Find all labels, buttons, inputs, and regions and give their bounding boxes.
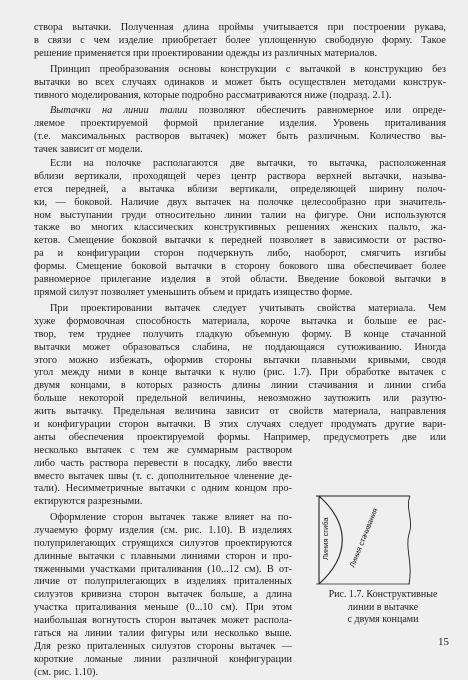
text-line: двумя концами, в которых разность длины линии стачивания и линии сгиба xyxy=(34,380,446,392)
text-line: также во многих классических конструктивных решениях женских пальто, жа- xyxy=(34,222,446,234)
text-line: вытачки может образоваться слабина, не поддающаяся сутюживанию. Иногда xyxy=(34,341,446,353)
paragraph-2 xyxy=(34,64,446,103)
text-line: вблизи вертикали, проходящей через центр раствора верхней вытачки, называ- xyxy=(34,170,446,182)
text-line: Если на полочке располагаются две вытачки, то вытачка, расположенная xyxy=(50,158,446,169)
cut-edge-line xyxy=(408,496,411,584)
text-line: этого можно избежать, оформив стороны вытачки плавными кривыми, сводя xyxy=(34,354,446,366)
text-line: ется передней, а вытачка вблизи вертикали, определяющей ширину полоч- xyxy=(34,183,446,195)
text-line: угол между ними в конце вытачки к нулю (рис. 1.7). При обработке вытачек с xyxy=(34,367,446,379)
text-line: ра и конфигурации сторон подчеркнуть либо, наоборот, смягчить изгибы xyxy=(34,248,446,260)
page-number: 15 xyxy=(438,636,449,648)
text-line: вытачки во всех случаях одинаков и может быть осуществлен методами конструк- xyxy=(34,76,446,88)
text-line: ном выступании груди относительно линии талии на фигуре. Они используются xyxy=(34,209,446,221)
text-line: прямой силуэт позволяет уменьшить объем и придать изящество форме. xyxy=(34,286,353,298)
text-line: лучаемую форму изделия (см. рис. 1.10). В изделиях xyxy=(34,524,292,536)
text-run: позволяют обеспечить равномерное или опреде- xyxy=(187,105,446,116)
text-line: формы. Смещение боковой вытачки в сторону бокового шва обеспечивает более xyxy=(34,261,446,273)
figure-caption xyxy=(308,589,458,627)
caption-line: Рис. 1.7. Конструктивные xyxy=(328,589,438,600)
italic-term: Вытачки на линии талии xyxy=(50,105,188,116)
paragraph-1 xyxy=(34,22,446,61)
text-line: твор, тем труднее получить гладкую объемную форму. В конце стачанной xyxy=(34,328,446,340)
text-line: ектируются разрезными. xyxy=(34,496,143,508)
paragraph-5 xyxy=(34,303,446,509)
text-line: Для резко приталенных силуэтов стороны вытачек — xyxy=(34,640,292,652)
seam-line-label: Линия стачивания xyxy=(347,506,380,569)
dart-diagram xyxy=(314,494,414,586)
text-line: Оформление сторон вытачек также влияет на по- xyxy=(50,512,292,523)
caption-line: линии в вытачке xyxy=(347,601,419,613)
caption-line: с двумя концами xyxy=(347,614,419,625)
text-line: несколько вытачек с тем же суммарным раствором xyxy=(34,444,292,456)
text-line: короткие ломаные линии различной конфигурации xyxy=(34,653,292,665)
text-line: ляемое проектируемой формой прилегание изделия. Уровень приталивания xyxy=(34,117,446,129)
text-line: силуэтов кривизна сторон вытачек больше, а длина xyxy=(34,589,292,601)
text-line: тали). Несимметричные вытачки с одним концом про- xyxy=(34,483,292,495)
text-line: и конфигурации сторон вытачки. В этих случаях следует продумать другие вари- xyxy=(34,419,446,431)
text-line: створа вытачки. Полученная длина проймы учитывается при построении рукава, xyxy=(34,22,446,33)
text-line: наибольшая вогнутость сторон вытачек может распола- xyxy=(34,615,292,627)
text-line: жить вытачку. Предельная величина зависит от свойств материала, направления xyxy=(34,406,446,418)
text-line: тачек зависит от модели. xyxy=(34,143,143,155)
text-line: участка приталивания меньше (0...10 см). При этом xyxy=(34,602,292,614)
text-line: Принцип преобразования основы конструкции с вытачкой в конструкцию без xyxy=(50,64,446,75)
text-line: либо часть раствора перевести в посадку, либо ввести xyxy=(34,457,292,469)
fold-line-label: Линия сгиба xyxy=(321,517,330,560)
text-line: равномерное прилегание изделия в этой области. Введение боковой вытачки в xyxy=(34,274,446,286)
text-line: гаться на линии талии фигуры или несколько выше. xyxy=(34,628,292,640)
text-line: вместо вытачек швы (т. с. дополнительное членение де- xyxy=(34,470,292,482)
text-line: тяженными участками приталивания (10...12 см). В от- xyxy=(34,563,292,575)
text-line: анты обеспечения проектируемой формы. Например, предусмотреть две или xyxy=(34,431,446,443)
paragraph-3 xyxy=(34,105,446,157)
paragraph-4 xyxy=(34,158,446,300)
text-line: (см. рис. 1.10). xyxy=(34,666,99,678)
text-line xyxy=(34,105,446,118)
text-line: При проектировании вытачек следует учитывать свойства материала. Чем xyxy=(50,303,446,314)
text-line: больше некоторой предельной величины, невозможно заутюжить или разутю- xyxy=(34,393,446,405)
text-line: тивного моделирования, которые подробно рассматриваются ниже (подразд. 2.1). xyxy=(34,89,392,101)
text-line: в связи с чем изделие приобретает более уплощенную свободную форму. Такое xyxy=(34,34,446,46)
text-line: кетов. Смещение боковой вытачки к передней позволяет в зависимости от раство- xyxy=(34,235,446,247)
text-line: длинные вытачки с плавными линиями сторон и про- xyxy=(34,550,292,562)
text-line: (т.е. максимальных растворов вытачек) может быть различным. Количество вы- xyxy=(34,130,446,142)
text-line: полуприлегающих струящихся силуэтов проектируются xyxy=(34,537,292,549)
text-line: хуже формовочная способность материала, короче вытачка и больше ее рас- xyxy=(34,315,446,327)
text-line: личие от полуприлегающих в изделиях приталенных xyxy=(34,576,292,588)
text-line: ки, — боковой. Наличие двух вытачек на полочке целесообразно при значитель- xyxy=(34,196,446,208)
text-line: решение применяется при проектировании одежды из различных материалов. xyxy=(34,47,378,59)
